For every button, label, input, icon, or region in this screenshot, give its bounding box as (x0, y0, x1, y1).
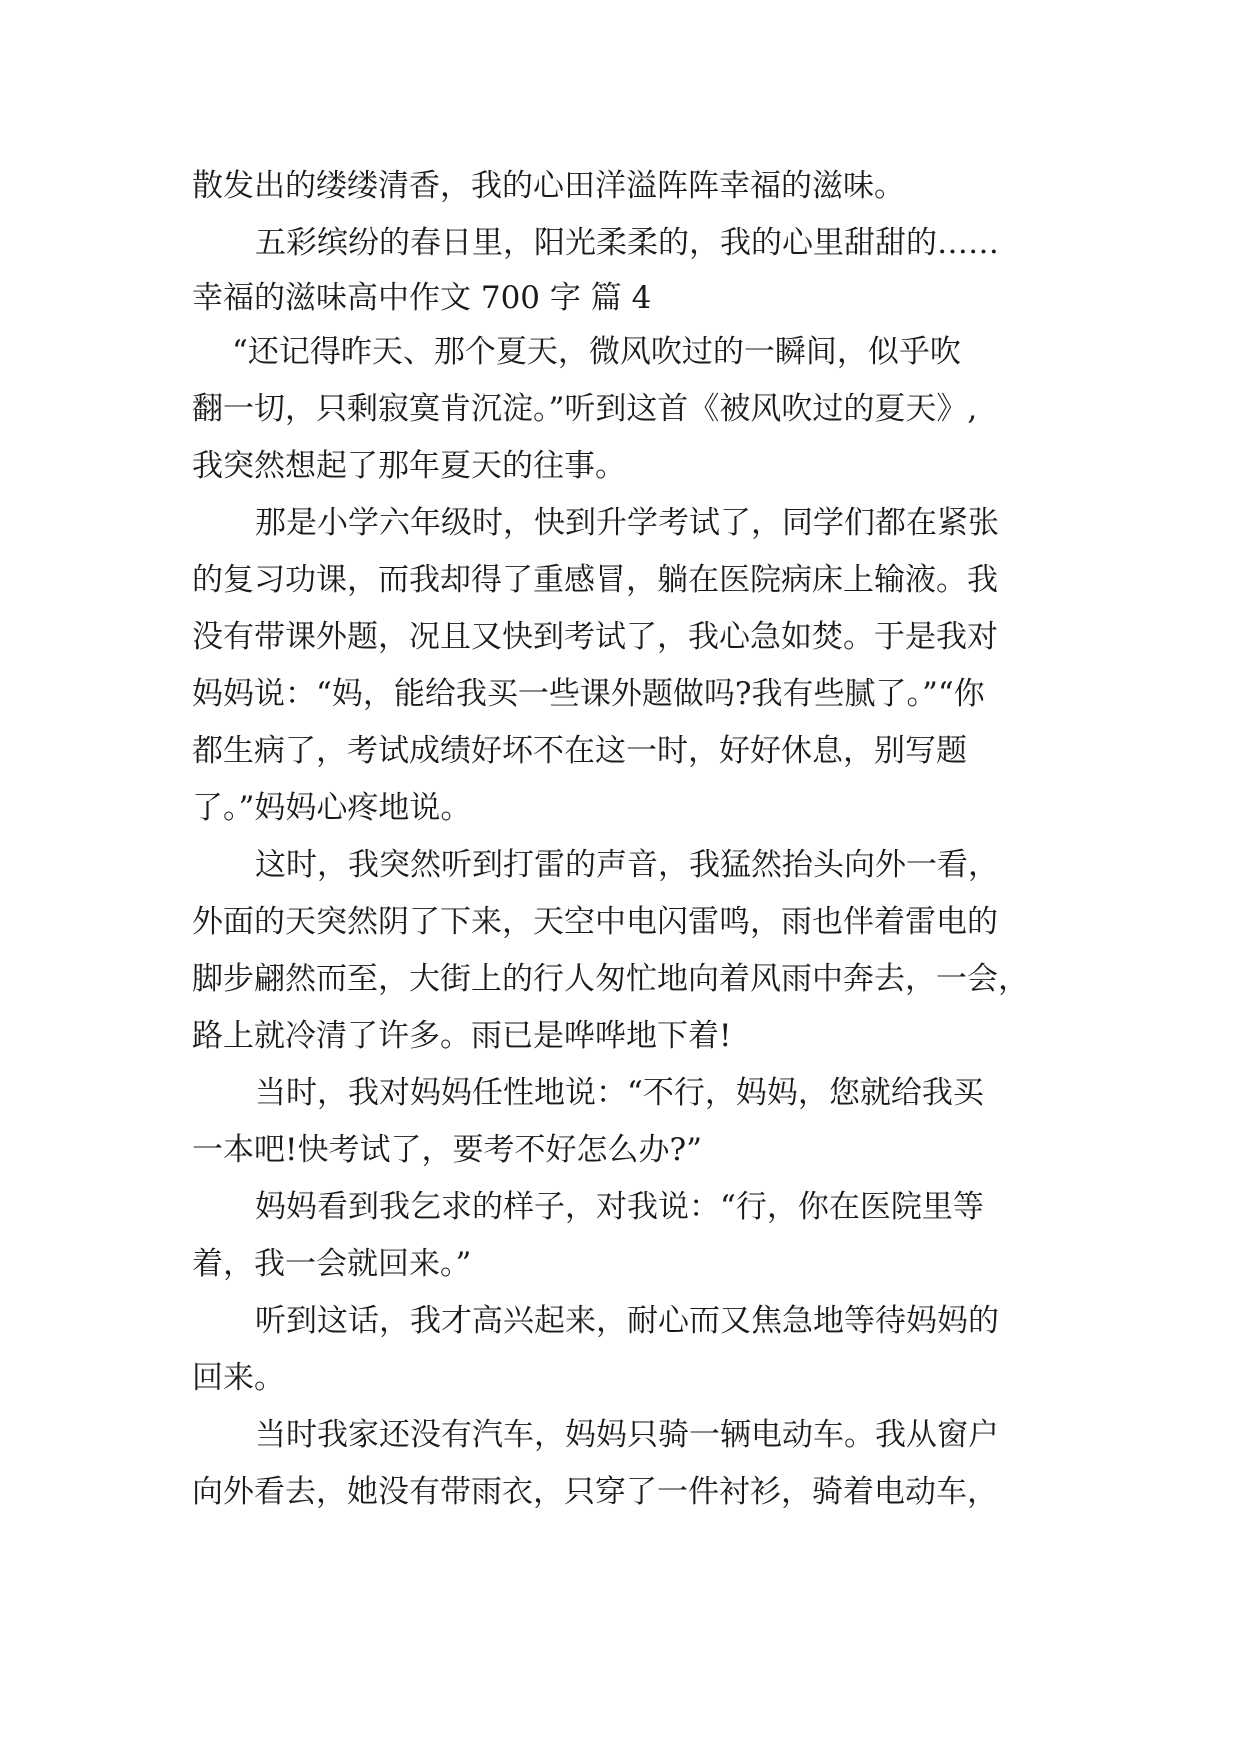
text-line: 着，我一会就回来。” (192, 1246, 472, 1282)
text-line: 的复习功课，而我却得了重感冒，躺在医院病床上输液。我 (192, 562, 998, 598)
text-line: 外面的天突然阴了下来，天空中电闪雷鸣，雨也伴着雷电的 (192, 904, 998, 940)
section-heading: 幸福的滋味高中作文 700 字 篇 4 (192, 280, 652, 316)
text-line: 这时，我突然听到打雷的声音，我猛然抬头向外一看， (255, 847, 999, 883)
text-line: 向外看去，她没有带雨衣，只穿了一件衬衫，骑着电动车， (192, 1474, 998, 1510)
text-line: 散发出的缕缕清香，我的心田洋溢阵阵幸福的滋味。 (192, 168, 905, 204)
text-line: 回来。 (192, 1360, 285, 1396)
text-line: 翻一切，只剩寂寞肯沉淀。”听到这首《被风吹过的夏天》, (192, 391, 978, 427)
text-line: 都生病了，考试成绩好坏不在这一时，好好休息，别写题 (192, 733, 967, 769)
text-line: “还记得昨天、那个夏天，微风吹过的一瞬间，似乎吹 (232, 334, 961, 370)
text-line: 当时我家还没有汽车，妈妈只骑一辆电动车。我从窗户 (255, 1417, 999, 1453)
text-line: 妈妈说：“妈，能给我买一些课外题做吗?我有些腻了。”“你 (192, 676, 985, 712)
text-line: 那是小学六年级时，快到升学考试了，同学们都在紧张 (255, 505, 999, 541)
text-line: 了。”妈妈心疼地说。 (192, 790, 472, 826)
document-body (192, 158, 1052, 1521)
text-line: 脚步翩然而至，大街上的行人匆忙地向着风雨中奔去，一会， (192, 961, 1029, 997)
text-line: 当时，我对妈妈任性地说：“不行，妈妈，您就给我买 (255, 1075, 984, 1111)
text-line: 妈妈看到我乞求的样子，对我说：“行，你在医院里等 (255, 1189, 984, 1225)
text-line: 一本吧!快考试了，要考不好怎么办?” (192, 1132, 702, 1168)
text-line: 我突然想起了那年夏天的往事。 (192, 448, 626, 484)
text-line: 听到这话，我才高兴起来，耐心而又焦急地等待妈妈的 (255, 1303, 999, 1339)
text-line: 没有带课外题，况且又快到考试了，我心急如焚。于是我对 (192, 619, 998, 655)
text-line: 路上就冷清了许多。雨已是哗哗地下着! (192, 1018, 732, 1054)
text-line: 五彩缤纷的春日里，阳光柔柔的，我的心里甜甜的…… (255, 225, 999, 261)
